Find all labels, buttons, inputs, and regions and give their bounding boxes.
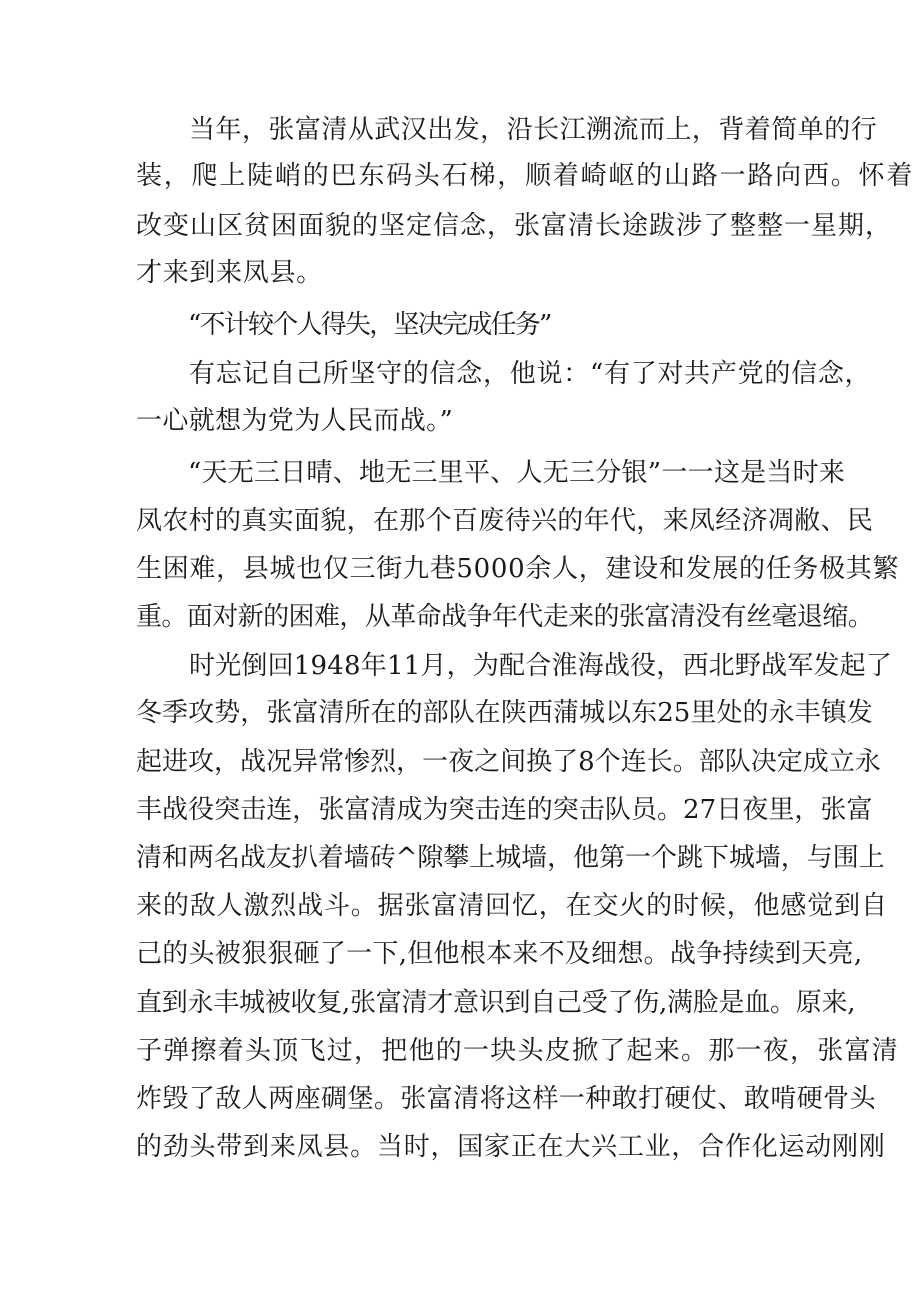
text-line: 才来到来凤县。	[136, 258, 323, 288]
section-heading: “不计较个人得失，坚决完成任务”	[188, 310, 551, 340]
text-line: 装，爬上陡峭的巴东码头石梯，顺着崎岖的山路一路向西。怀着	[136, 161, 915, 191]
text-line: “天无三日晴、地无三里平、人无三分银”一一这是当时来	[188, 458, 846, 488]
text-line: 丰战役突击连，张富清成为突击连的突击队员。27日夜里，张富	[136, 795, 873, 825]
text-line: 时光倒回1948年11月，为配合淮海战役，西北野战军发起了	[189, 651, 893, 681]
text-line: 炸毁了敌人两座碉堡。张富清将这样一种敢打硬仗、敢啃硬骨头	[136, 1084, 877, 1114]
text-line: 己的头被狠狠砸了一下,但他根本来不及细想。战争持续到天亮,	[136, 939, 863, 969]
text-line: 当年，张富清从武汉出发，沿长江溯流而上，背着简单的行	[189, 115, 878, 145]
text-line: 的劲头带到来凤县。当时，国家正在大兴工业，合作化运动刚刚	[136, 1132, 886, 1162]
text-line: 生困难，县城也仅三街九巷5000余人，建设和发展的任务极其繁	[136, 554, 900, 584]
text-line: 清和两名战友扒着墙砖^隙攀上城墙，他第一个跳下城墙，与围上	[136, 843, 885, 873]
text-line: 直到永丰城被收复,张富清才意识到自己受了伤,满脸是血。原来,	[136, 988, 856, 1018]
text-line: 重。面对新的困难，从革命战争年代走来的张富清没有丝毫退缩。	[136, 602, 874, 632]
text-line: 凤农村的真实面貌，在那个百废待兴的年代，来凤经济凋敝、民	[136, 506, 874, 536]
text-line: 改变山区贫困面貌的坚定信念，张富清长途跋涉了整整一星期，	[136, 211, 893, 241]
text-line: 有忘记自己所坚守的信念，他说：“有了对共产党的信念，	[189, 359, 872, 389]
text-line: 起进攻，战况异常惨烈，一夜之间换了8个连长。部队决定成立永	[136, 747, 881, 777]
text-line: 一心就想为党为人民而战。”	[136, 406, 454, 436]
text-line: 来的敌人激烈战斗。据张富清回忆，在交火的时候，他感觉到自	[136, 891, 888, 921]
text-line: 子弹擦着头顶飞过，把他的一块头皮掀了起来。那一夜，张富清	[136, 1036, 900, 1066]
text-line: 冬季攻势，张富清所在的部队在陕西蒲城以东25里处的永丰镇发	[136, 698, 873, 728]
